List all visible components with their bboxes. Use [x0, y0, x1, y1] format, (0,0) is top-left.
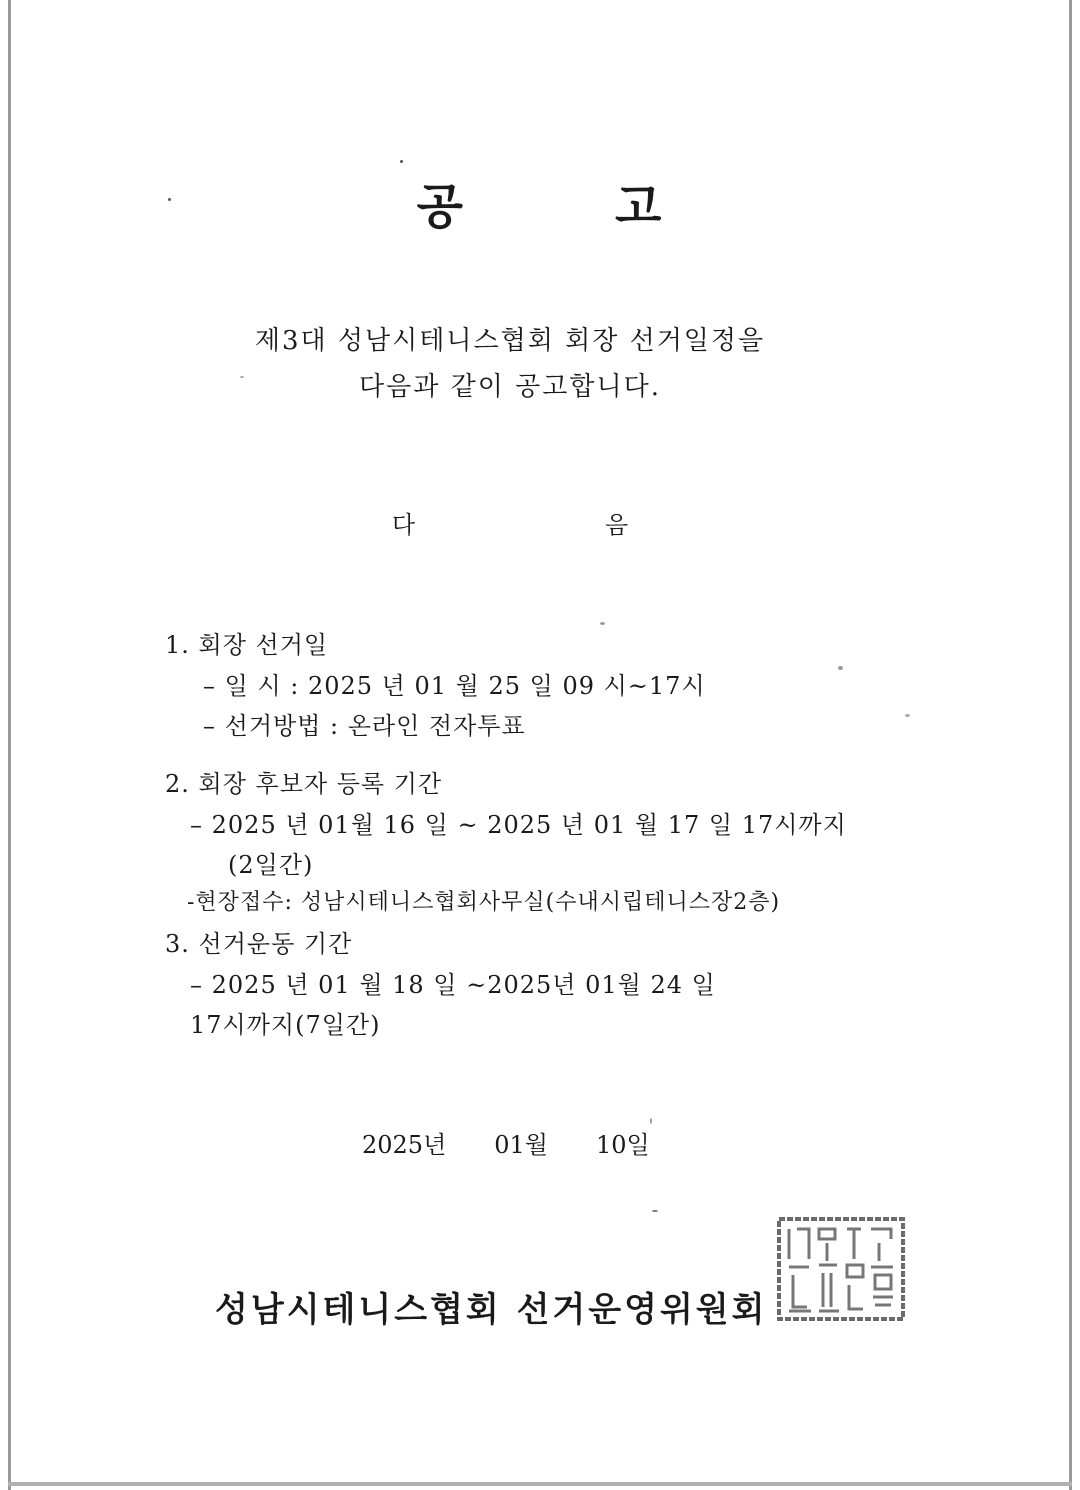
official-seal-stamp: [775, 1215, 907, 1323]
section-3-heading: 3. 선거운동 기간: [165, 930, 353, 958]
daeum-left: 다: [391, 511, 415, 539]
scan-speck: [400, 160, 403, 163]
page-bottom-edge: [8, 1482, 1072, 1486]
scan-speck: [600, 622, 605, 625]
scan-speck: [905, 714, 910, 717]
intro-line-1: 제3대 성남시테니스협회 회장 선거일정을: [254, 326, 766, 356]
section-2-onsite: -현장접수: 성남시테니스협회사무실(수내시립테니스장2층): [187, 890, 781, 915]
title-right: 고: [615, 179, 664, 235]
notice-title: [0, 168, 1080, 237]
scan-speck: [168, 198, 171, 201]
scan-speck: [650, 1118, 652, 1124]
section-3-period: – 2025 년 01 월 18 일 ~2025년 01월 24 일: [190, 971, 716, 999]
section-2-period: – 2025 년 01월 16 일 ~ 2025 년 01 월 17 일 17시까지: [190, 811, 847, 839]
scan-speck: [240, 376, 244, 378]
scan-speck: [652, 1210, 658, 1212]
title-left: 공: [416, 179, 465, 235]
section-3-duration: 17시까지(7일간): [190, 1011, 381, 1039]
footer-year: 2025년: [362, 1131, 447, 1159]
section-1-datetime: – 일 시 : 2025 년 01 월 25 일 09 시~17시: [203, 672, 706, 700]
daeum-heading: [0, 505, 1020, 540]
organization-name: 성남시테니스협회 선거운영위원회: [215, 1290, 768, 1330]
daeum-right: 음: [605, 511, 629, 539]
intro-line-2: 다음과 같이 공고합니다.: [359, 372, 661, 402]
footer-month: 01월: [494, 1131, 548, 1159]
scan-speck: [838, 666, 843, 670]
footer-day: 10일: [596, 1131, 650, 1159]
footer-date: [362, 1125, 650, 1160]
section-1-method: – 선거방법 : 온라인 전자투표: [203, 712, 526, 740]
section-2-duration: (2일간): [228, 851, 314, 879]
section-2-heading: 2. 회장 후보자 등록 기간: [165, 770, 443, 798]
section-1-heading: 1. 회장 선거일: [165, 631, 329, 659]
